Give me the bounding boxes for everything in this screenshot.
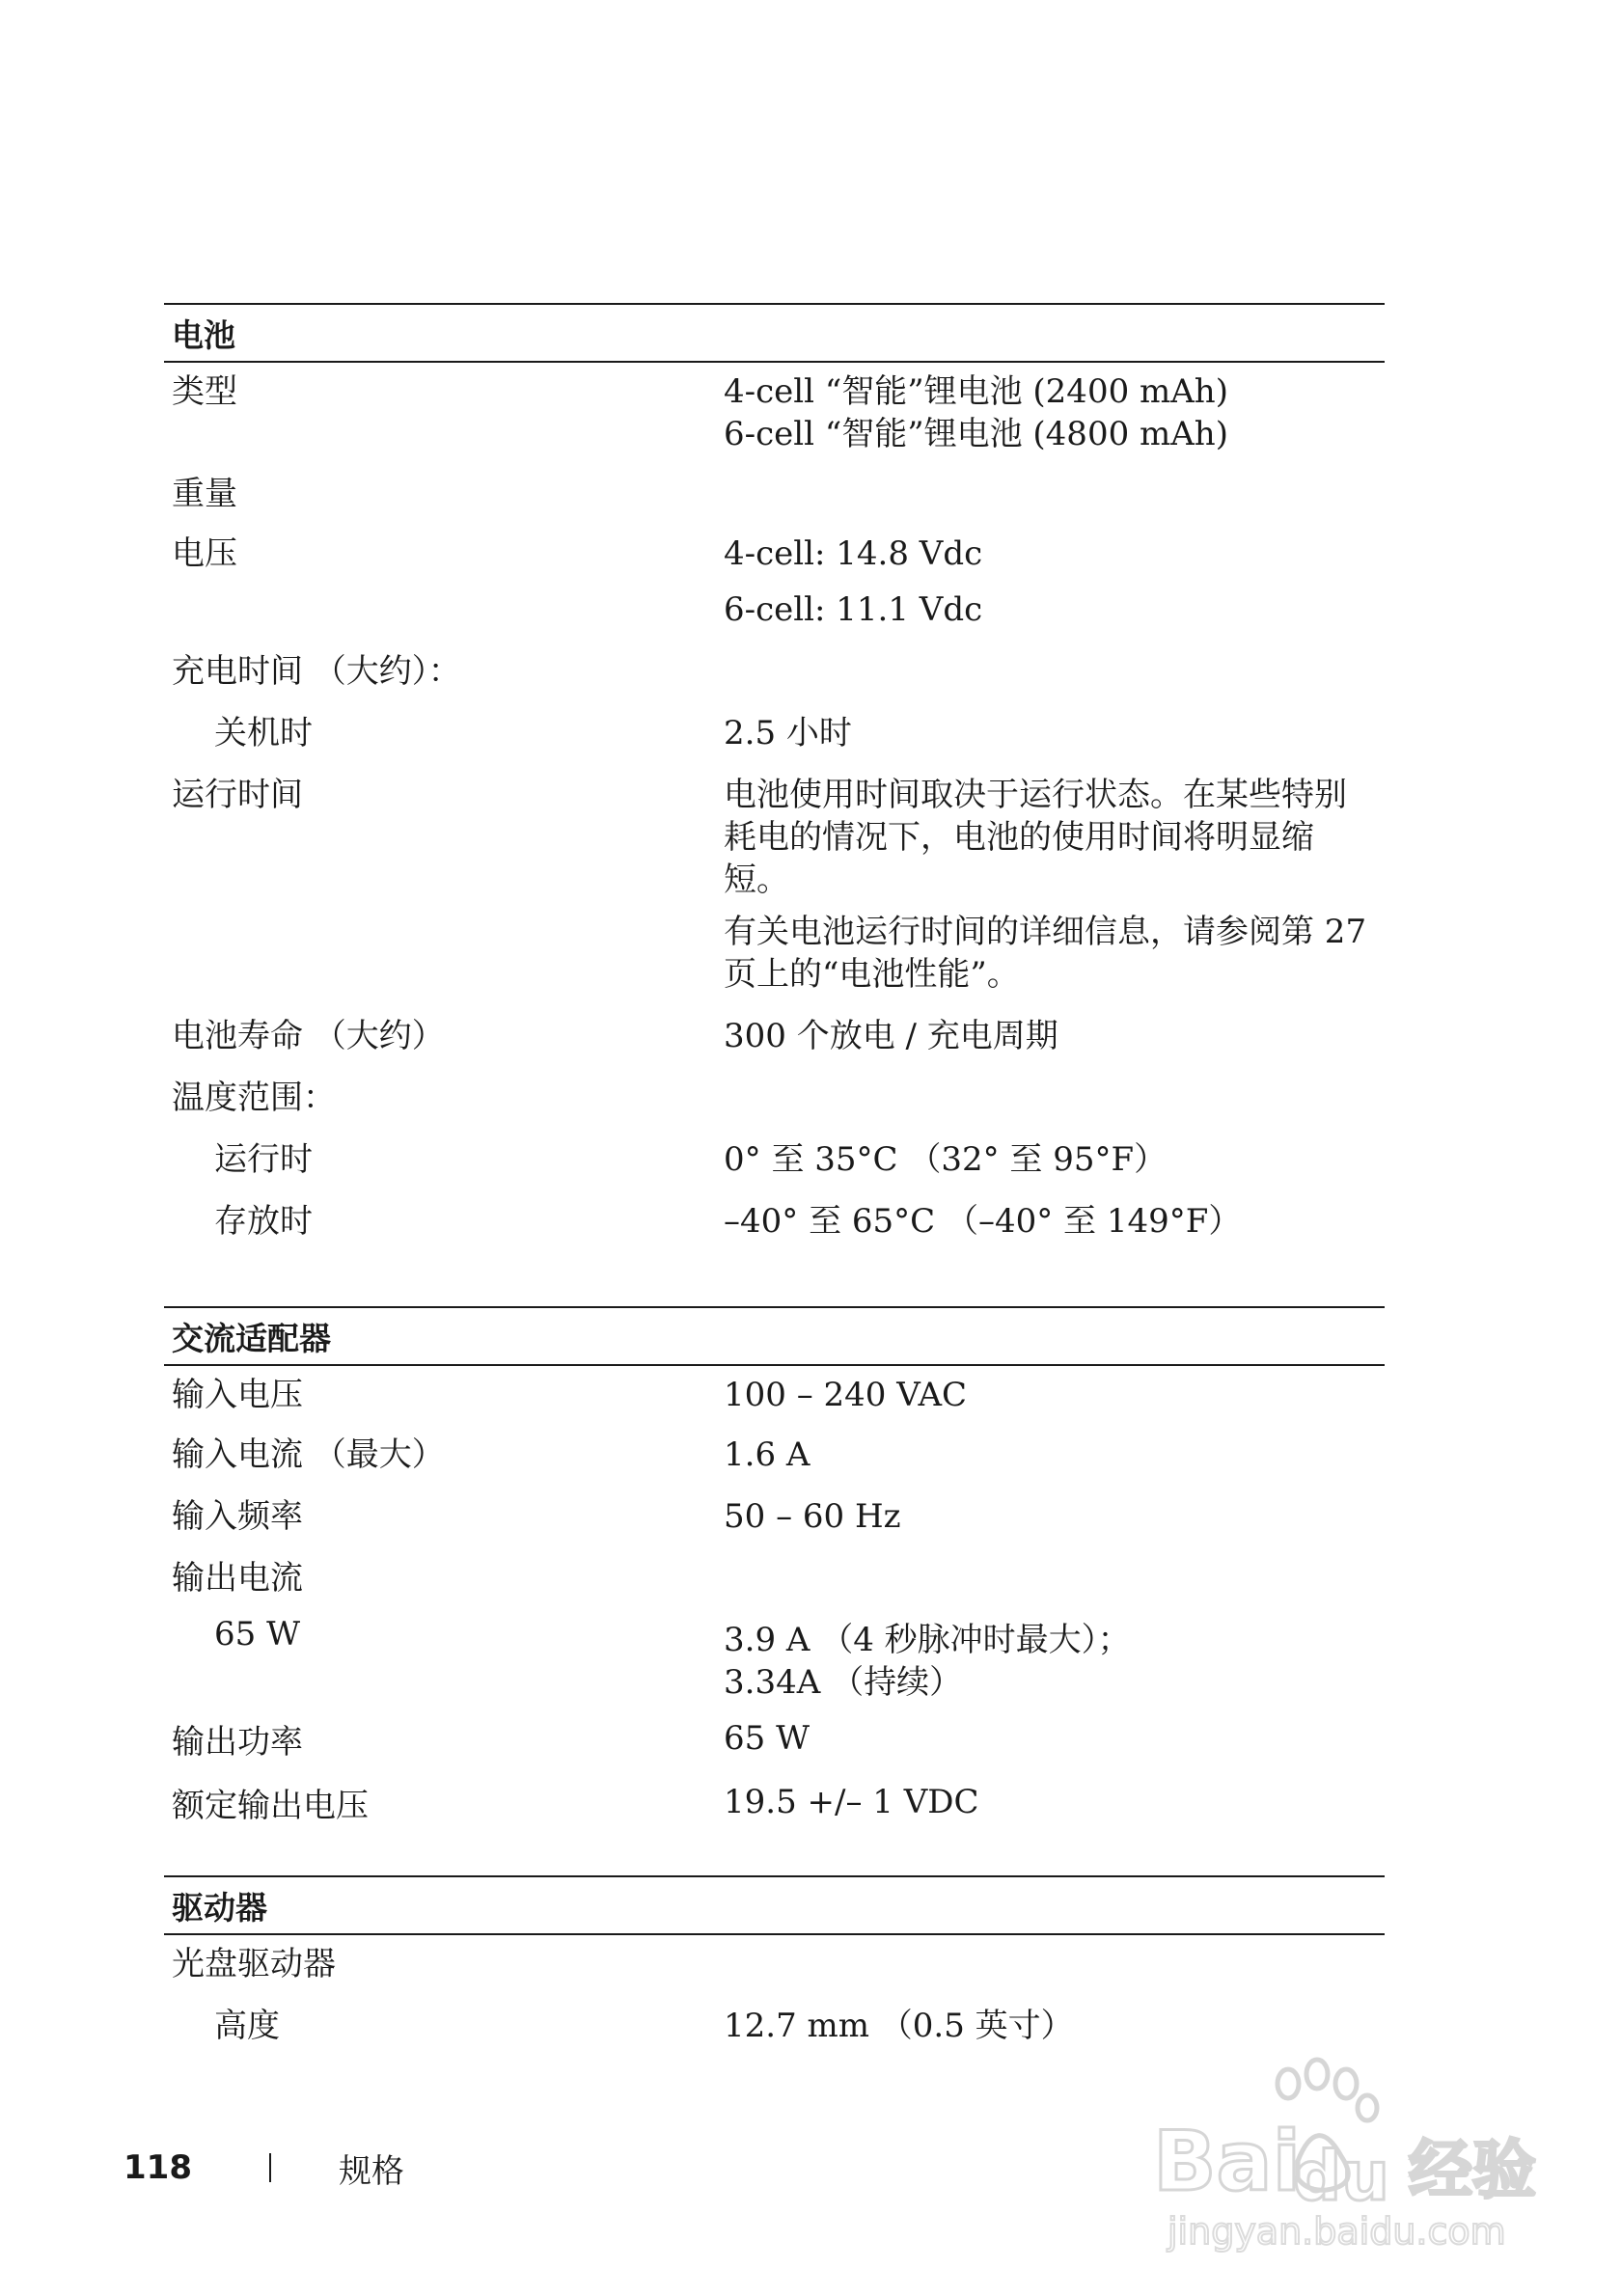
- spec-row-run-time: [164, 774, 1385, 901]
- spec-value: [724, 712, 1385, 754]
- spec-value: [724, 1495, 1385, 1538]
- spec-label: 输入频率: [172, 1497, 303, 1536]
- spec-value: [724, 911, 1385, 996]
- spec-value: [724, 1717, 1385, 1763]
- spec-row-life: [164, 1015, 1385, 1057]
- spec-label: 存放时: [214, 1202, 313, 1241]
- spec-row-output-current: [164, 1557, 1385, 1599]
- spec-label: 65 W: [214, 1615, 301, 1654]
- spec-label: 关机时: [214, 714, 313, 752]
- spec-value-paragraph: 电池使用时间取决于运行状态。在某些特别耗电的情况下，电池的使用时间将明显缩短。: [724, 776, 1347, 899]
- spec-value: [724, 1015, 1385, 1057]
- spec-value: [724, 1557, 1385, 1599]
- baidu-jingyan-watermark: [1153, 2055, 1558, 2253]
- spec-label: 电池寿命 （大约）: [172, 1017, 445, 1055]
- spec-value: [724, 1077, 1385, 1119]
- spec-value: [724, 588, 1385, 631]
- spec-row-rated-voltage: [164, 1781, 1385, 1827]
- spec-value-line: 100 – 240 VAC: [724, 1376, 968, 1414]
- spec-value: [724, 1374, 1385, 1416]
- spec-row-input-frequency: [164, 1495, 1385, 1538]
- spec-row-temp-operating: [164, 1138, 1385, 1181]
- spec-label: 电压: [172, 534, 237, 573]
- svg-text:经验: 经验: [1409, 2133, 1536, 2207]
- spec-label: [164, 911, 724, 996]
- spec-value-line: 2.5 小时: [724, 714, 852, 752]
- spec-value-line: 300 个放电 / 充电周期: [724, 1017, 1058, 1055]
- spec-value-paragraph: 有关电池运行时间的详细信息，请参阅第 27 页上的“电池性能”。: [724, 913, 1367, 994]
- section-drives: [164, 1875, 1385, 2047]
- spec-row-temperature: [164, 1077, 1385, 1119]
- section-ac-adapter: [164, 1306, 1385, 1827]
- spec-label: 运行时间: [172, 776, 303, 814]
- spec-label: 输入电流 （最大）: [172, 1435, 445, 1474]
- spec-label: 运行时: [214, 1140, 313, 1179]
- chapter-title: 规格: [338, 2151, 404, 2191]
- spec-value-line: 6-cell “智能”锂电池 (4800 mAh): [724, 415, 1228, 453]
- spec-row-run-time-note: [164, 911, 1385, 996]
- spec-value-line: –40° 至 65°C （–40° 至 149°F）: [724, 1202, 1242, 1241]
- section-title: 交流适配器: [164, 1306, 1385, 1366]
- spec-label: [164, 588, 724, 631]
- spec-value: [724, 473, 1385, 515]
- spec-value: [724, 1138, 1385, 1181]
- spec-value: [724, 650, 1385, 693]
- spec-label: 光盘驱动器: [172, 1945, 336, 1983]
- section-title: 电池: [164, 303, 1385, 363]
- page-footer: [124, 2144, 404, 2192]
- spec-value-line: 65 W: [724, 1719, 810, 1758]
- spec-row-input-current: [164, 1434, 1385, 1476]
- spec-row-voltage-6cell: [164, 588, 1385, 631]
- spec-value-line: 3.34A （持续）: [724, 1663, 963, 1702]
- spec-value: [724, 774, 1385, 901]
- spec-label: 输出电流: [172, 1559, 303, 1598]
- spec-value-line: 19.5 +/– 1 VDC: [724, 1783, 979, 1821]
- spec-value: [724, 370, 1385, 455]
- spec-value-line: 4-cell: 14.8 Vdc: [724, 534, 983, 573]
- spec-row-voltage: [164, 533, 1385, 575]
- spec-label: 类型: [172, 372, 237, 411]
- spec-value: [724, 1613, 1385, 1704]
- spec-row-input-voltage: [164, 1374, 1385, 1416]
- spec-value-line: 1.6 A: [724, 1435, 810, 1474]
- spec-row-weight: [164, 473, 1385, 515]
- spec-label: 温度范围：: [172, 1079, 336, 1117]
- spec-value: [724, 1434, 1385, 1476]
- spec-row-height: [164, 2005, 1385, 2047]
- spec-row-optical-drive: [164, 1943, 1385, 1985]
- watermark-logo-text: [1153, 2114, 1536, 2216]
- spec-label: 额定输出电压: [172, 1787, 369, 1825]
- svg-text:Bai: Bai: [1153, 2114, 1302, 2210]
- spec-row-type: [164, 370, 1385, 455]
- spec-value-line: 12.7 mm （0.5 英寸）: [724, 2007, 1074, 2045]
- spec-value-line: 0° 至 35°C （32° 至 95°F）: [724, 1140, 1168, 1179]
- spec-value-line: 50 – 60 Hz: [724, 1497, 901, 1536]
- spec-value-line: 4-cell “智能”锂电池 (2400 mAh): [724, 372, 1228, 411]
- svg-text:du: du: [1293, 2137, 1389, 2216]
- spec-value: [724, 533, 1385, 575]
- section-battery: [164, 303, 1385, 1243]
- spec-label: 充电时间 （大约）：: [172, 652, 461, 691]
- spec-value-line: 3.9 A （4 秒脉冲时最大）；: [724, 1621, 1131, 1659]
- spec-row-output-power: [164, 1717, 1385, 1763]
- page-number: 118: [124, 2148, 192, 2187]
- spec-row-charge-time: [164, 650, 1385, 693]
- spec-row-output-65w: [164, 1613, 1385, 1704]
- spec-value-line: 6-cell: 11.1 Vdc: [724, 590, 983, 629]
- spec-value: [724, 1781, 1385, 1827]
- watermark-url: jingyan.baidu.com: [1168, 2210, 1506, 2253]
- spec-label: 重量: [172, 475, 237, 513]
- footer-divider: [269, 2153, 271, 2182]
- spec-label: 输入电压: [172, 1376, 303, 1414]
- section-title: 驱动器: [164, 1875, 1385, 1935]
- spec-value: [724, 2005, 1385, 2047]
- spec-label: 输出功率: [172, 1723, 303, 1762]
- spec-value: [724, 1200, 1385, 1243]
- spec-value: [724, 1943, 1385, 1985]
- spec-row-charge-off: [164, 712, 1385, 754]
- spec-row-temp-storage: [164, 1200, 1385, 1243]
- spec-label: 高度: [214, 2007, 280, 2045]
